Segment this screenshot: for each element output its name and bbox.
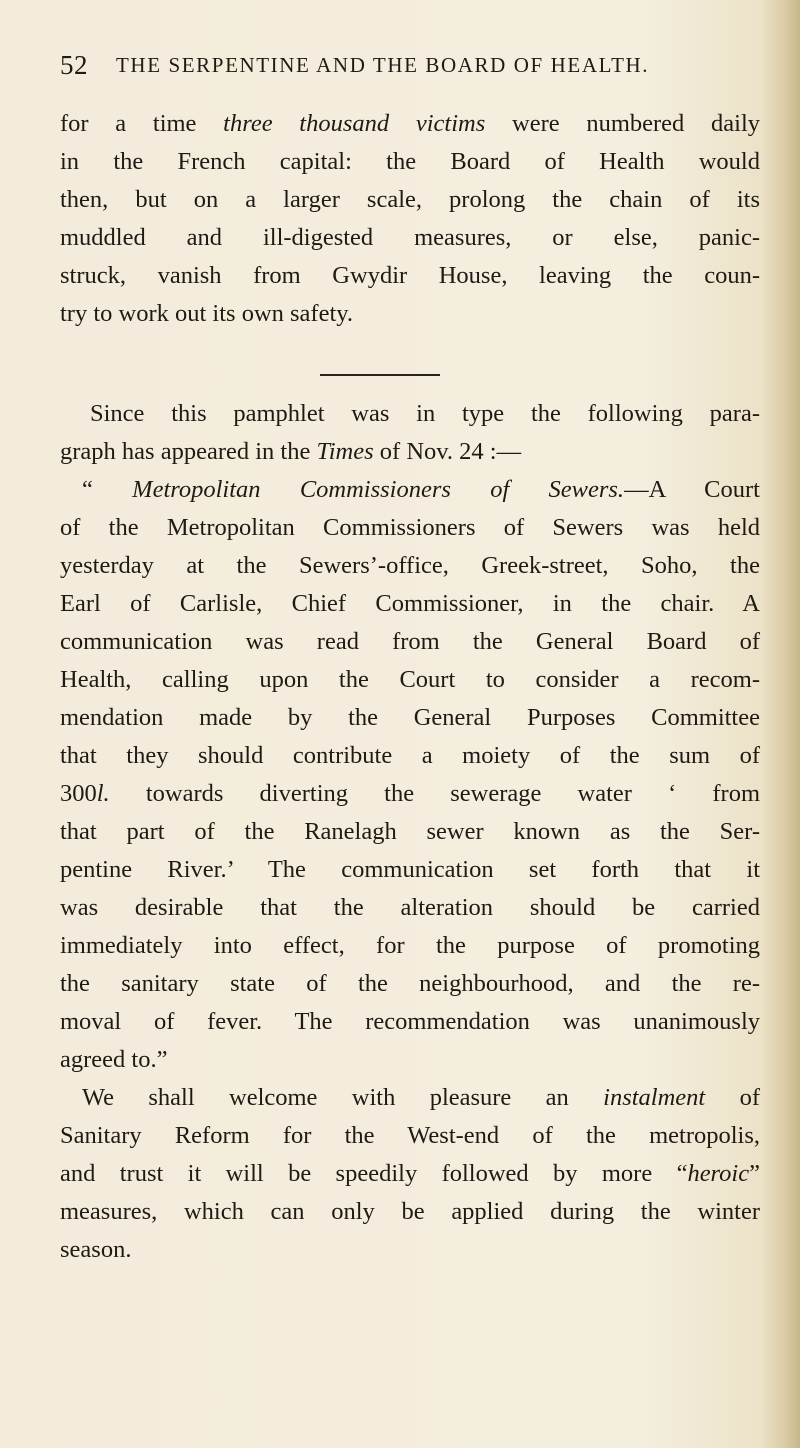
text-line: then, but on a larger scale, prolong the chain of its [60, 186, 760, 213]
text-line: “ Metropolitan Commissioners of Sewers.—A Court [82, 476, 760, 503]
text-line: season. [60, 1236, 132, 1263]
text-line: muddled and ill-digested measures, or else, panic- [60, 224, 760, 251]
text-line: yesterday at the Sewers’-office, Greek-street, Soho, the [60, 552, 760, 579]
text-line: moval of fever. The recommendation was unanimously [60, 1008, 760, 1035]
text-line: struck, vanish from Gwydir House, leaving the coun- [60, 262, 760, 289]
text-line: measures, which can only be applied during the winter [60, 1198, 760, 1225]
text-line: for a time three thousand victims were numbered daily [60, 110, 760, 137]
text-line: Sanitary Reform for the West-end of the metropolis, [60, 1122, 760, 1149]
section-divider-rule [320, 374, 440, 376]
text-line: Earl of Carlisle, Chief Commissioner, in the chair. A [60, 590, 760, 617]
text-line: Health, calling upon the Court to consider a recom- [60, 666, 760, 693]
text-line: was desirable that the alteration should be carried [60, 894, 760, 921]
text-line: graph has appeared in the Times of Nov. 24 :— [60, 438, 522, 465]
text-line: Since this pamphlet was in type the following para- [90, 400, 760, 427]
page-number: 52 [60, 50, 88, 80]
text-line: agreed to.” [60, 1046, 168, 1073]
text-line: of the Metropolitan Commissioners of Sewers was held [60, 514, 760, 541]
text-line: 300l. towards diverting the sewerage water ‘ from [60, 780, 760, 807]
text-line: communication was read from the General Board of [60, 628, 760, 655]
text-line: the sanitary state of the neighbourhood, and the re- [60, 970, 760, 997]
text-line: We shall welcome with pleasure an instalment of [82, 1084, 760, 1111]
text-line: that part of the Ranelagh sewer known as the Ser- [60, 818, 760, 845]
text-line: mendation made by the General Purposes Committee [60, 704, 760, 731]
page-edge-shading [762, 0, 800, 1448]
text-line: pentine River.’ The communication set forth that it [60, 856, 760, 883]
text-line: that they should contribute a moiety of the sum of [60, 742, 760, 769]
text-line: and trust it will be speedily followed by more “heroic” [60, 1160, 760, 1187]
text-line: immediately into effect, for the purpose of promoting [60, 932, 760, 959]
text-line: try to work out its own safety. [60, 300, 354, 327]
text-line: in the French capital: the Board of Health would [60, 148, 760, 175]
running-head [60, 50, 780, 90]
running-title: THE SERPENTINE AND THE BOARD OF HEALTH. [116, 53, 650, 77]
